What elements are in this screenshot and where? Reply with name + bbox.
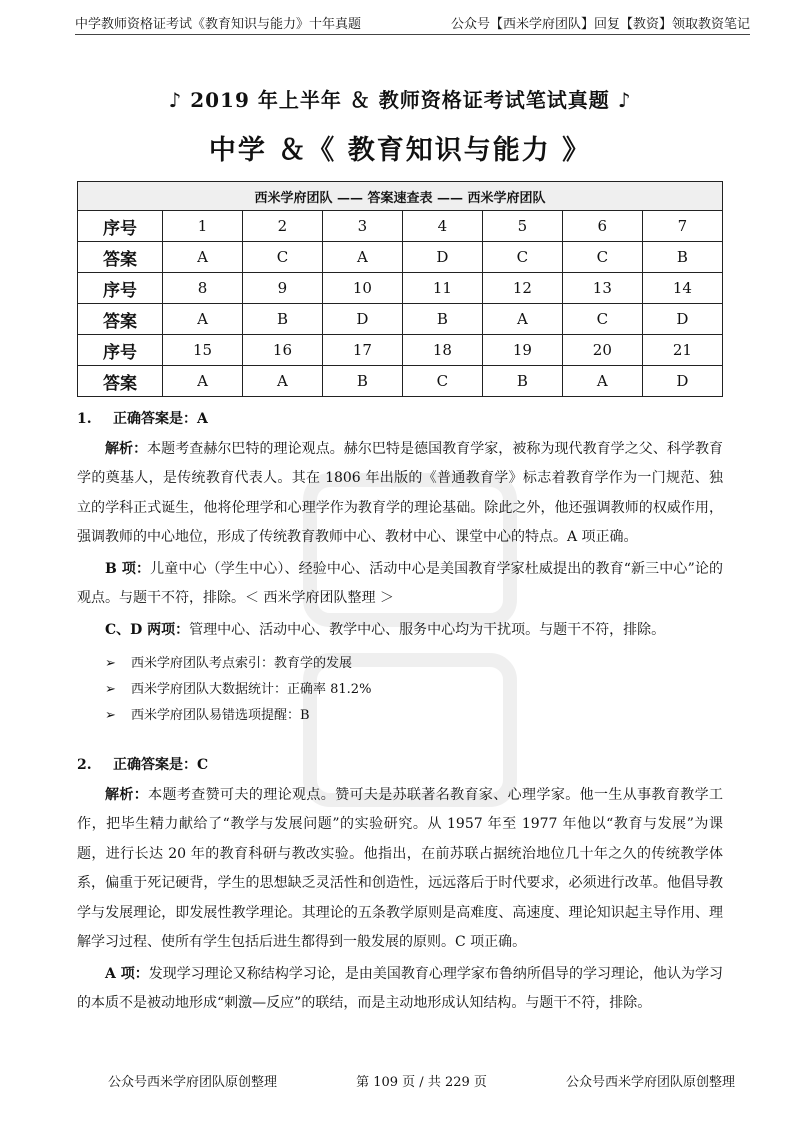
cell-number: 13	[562, 273, 642, 304]
header-left-text: 中学教师资格证考试《教育知识与能力》十年真题	[75, 17, 362, 32]
arrow-bullet-icon: ➢	[105, 682, 116, 697]
cell-number: 3	[322, 211, 402, 242]
page-title-line1: ♪ 2019 年上半年 ＆ 教师资格证考试笔试真题 ♪	[168, 88, 632, 112]
arrow-bullet-icon: ➢	[105, 708, 116, 723]
cell-number: 6	[562, 211, 642, 242]
cell-number: 10	[322, 273, 402, 304]
row-label-number: 序号	[78, 335, 163, 366]
bullet-text: 西米学府团队易错选项提醒：B	[131, 708, 310, 723]
cell-answer: A	[163, 242, 243, 273]
cell-answer: C	[562, 242, 642, 273]
q2-option-a-text: 发现学习理论又称结构学习论，是由美国教育心理学家布鲁纳所倡导的学习理论，他认为学习的本质不是被动地形成“刺激—反应”的联结，而是主动地形成认知结构。与题干不符，排除。	[77, 965, 723, 1011]
cell-number: 9	[242, 273, 322, 304]
q1-heading	[77, 405, 723, 435]
cell-number: 21	[642, 335, 722, 366]
footer-right-text: 公众号西米学府团队原创整理	[565, 1075, 735, 1090]
bullet-text: 西米学府团队大数据统计：正确率 81.2%	[131, 682, 372, 697]
q1-analysis	[77, 435, 723, 553]
arrow-bullet-icon: ➢	[105, 656, 116, 671]
cell-answer: D	[322, 304, 402, 335]
q1-analysis-label: 解析：	[105, 440, 148, 457]
q2-analysis-label: 解析：	[105, 786, 149, 803]
cell-answer: B	[242, 304, 322, 335]
question-explanations	[77, 405, 723, 1021]
q1-option-cd-text: 管理中心、活动中心、教学中心、服务中心均为干扰项。与题干不符，排除。	[189, 621, 666, 638]
q2-number: 2.	[77, 757, 92, 773]
cell-answer: C	[482, 242, 562, 273]
cell-answer: A	[322, 242, 402, 273]
cell-answer: D	[402, 242, 482, 273]
cell-answer: B	[402, 304, 482, 335]
q1-option-b-label: B 项：	[105, 560, 151, 577]
cell-answer: A	[482, 304, 562, 335]
cell-answer: A	[242, 366, 322, 397]
answer-table	[77, 181, 723, 397]
footer-left-text: 公众号西米学府团队原创整理	[108, 1075, 278, 1090]
row-label-answer: 答案	[78, 366, 163, 397]
cell-number: 8	[163, 273, 243, 304]
cell-number: 4	[402, 211, 482, 242]
q2-option-a-label: A 项：	[105, 965, 149, 982]
cell-number: 16	[242, 335, 322, 366]
header-right-text: 公众号【西米学府团队】回复【教资】领取教资笔记	[450, 17, 750, 32]
cell-answer: C	[562, 304, 642, 335]
cell-answer: C	[242, 242, 322, 273]
cell-answer: A	[163, 304, 243, 335]
list-item	[105, 677, 723, 703]
cell-number: 17	[322, 335, 402, 366]
q2-heading	[77, 751, 723, 781]
bullet-text: 西米学府团队考点索引：教育学的发展	[131, 656, 353, 671]
row-label-answer: 答案	[78, 242, 163, 273]
page-header	[75, 10, 750, 35]
cell-answer: B	[642, 242, 722, 273]
q1-analysis-text: 本题考查赫尔巴特的理论观点。赫尔巴特是德国教育学家，被称为现代教育学之父、科学教育学的奠基人，是传统教育代表人。其在 1806 年出版的《普通教育学》标志着教育学作为一门规范、独立的学科正式诞生，他将伦理学和心理学作为教育学的理论基础。除此之外，他还强调教师的权威作用，强调教师的中心地位，形成了传统教育教师中心、教材中心、课堂中心的特点。A 项正确。	[77, 440, 723, 545]
q1-option-cd	[77, 616, 723, 646]
list-item	[105, 651, 723, 677]
q1-bullet-list	[105, 651, 723, 729]
cell-answer: C	[402, 366, 482, 397]
cell-number: 11	[402, 273, 482, 304]
list-item	[105, 703, 723, 729]
q1-option-b	[77, 555, 723, 614]
cell-number: 1	[163, 211, 243, 242]
cell-answer: B	[482, 366, 562, 397]
page-title-line2: 中学 ＆《 教育知识与能力 》	[208, 135, 592, 166]
cell-number: 20	[562, 335, 642, 366]
q1-correct-answer: 正确答案是：A	[113, 411, 208, 427]
cell-answer: A	[163, 366, 243, 397]
cell-number: 14	[642, 273, 722, 304]
answer-table-caption: 西米学府团队 —— 答案速查表 —— 西米学府团队	[78, 182, 723, 211]
q2-option-a	[77, 960, 723, 1019]
row-label-number: 序号	[78, 273, 163, 304]
cell-number: 7	[642, 211, 722, 242]
cell-number: 19	[482, 335, 562, 366]
cell-number: 2	[242, 211, 322, 242]
cell-answer: A	[562, 366, 642, 397]
q2-analysis-text: 本题考查赞可夫的理论观点。赞可夫是苏联著名教育家、心理学家。他一生从事教育教学工作，把毕生精力献给了“教学与发展问题”的实验研究。从 1957 年至 1977 年他以“教育与发展”为课题，进行长达 20 年的教育科研与教改实验。他指出，在前苏联占据统治地位几十年之久的传统教学体系，偏重于死记硬背，学生的思想缺乏灵活性和创造性，远远落后于时代要求，必须进行改革。他倡导教学与发展理论，即发展性教学理论。其理论的五条教学原则是高难度、高速度、理论知识起主导作用、理解学习过程、使所有学生包括后进生都得到一般发展的原则。C 项正确。	[77, 786, 724, 950]
q1-number: 1.	[77, 411, 92, 427]
cell-number: 18	[402, 335, 482, 366]
q2-correct-answer: 正确答案是：C	[113, 757, 209, 773]
row-label-number: 序号	[78, 211, 163, 242]
cell-answer: B	[322, 366, 402, 397]
page-footer	[108, 1071, 735, 1090]
page-number: 第 109 页 / 共 229 页	[356, 1075, 487, 1090]
cell-answer: D	[642, 366, 722, 397]
q1-option-b-text: 儿童中心（学生中心）、经验中心、活动中心是美国教育学家杜威提出的教育“新三中心”论的观点。与题干不符，排除。＜ 西米学府团队整理 ＞	[77, 560, 723, 606]
q2-analysis	[77, 781, 723, 958]
cell-answer: D	[642, 304, 722, 335]
row-label-answer: 答案	[78, 304, 163, 335]
cell-number: 12	[482, 273, 562, 304]
cell-number: 5	[482, 211, 562, 242]
cell-number: 15	[163, 335, 243, 366]
q1-option-cd-label: C、D 两项：	[105, 621, 190, 638]
